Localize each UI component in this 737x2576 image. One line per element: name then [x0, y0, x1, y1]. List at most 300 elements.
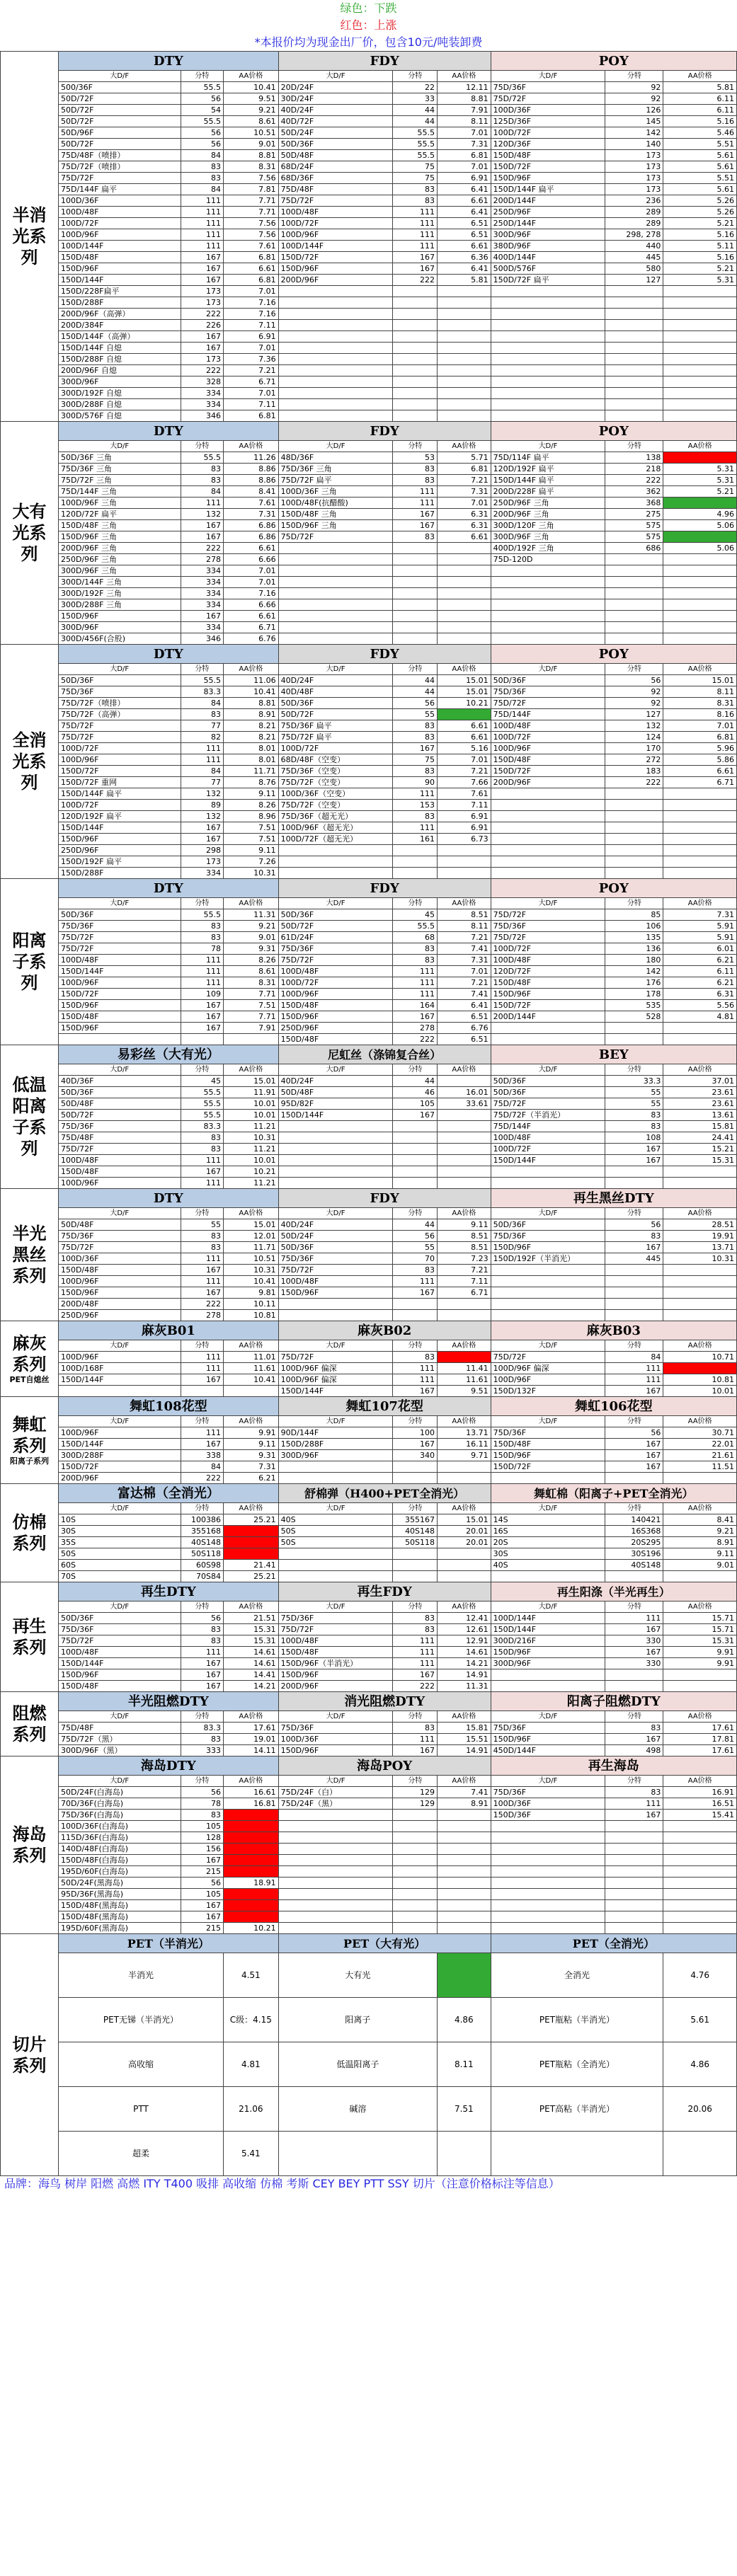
price-cell [223, 1810, 278, 1821]
grade-cell: 111 [181, 743, 223, 754]
price-cell: 7.11 [438, 1276, 491, 1287]
column-header-row [1, 1503, 737, 1514]
col-grade-header: 分特 [393, 1503, 438, 1514]
grade-cell: 111 [181, 498, 223, 509]
pet-name-cell: 高收缩 [58, 2042, 223, 2087]
grade-cell: 83 [181, 1242, 223, 1253]
spec-cell [278, 354, 393, 365]
spec-cell [491, 1878, 605, 1889]
spec-cell [278, 1889, 393, 1900]
col-price-header: AA价格 [223, 1064, 278, 1076]
grade-cell [393, 1878, 438, 1889]
grade-cell: 83 [393, 1624, 438, 1635]
spec-cell: 100D/36F [58, 195, 181, 207]
price-cell [223, 1900, 278, 1911]
group-title: 半光阻燃DTY [58, 1692, 278, 1711]
grade-cell: 50S118 [181, 1548, 223, 1560]
grade-cell: 83 [393, 766, 438, 777]
price-cell: 9.11 [223, 845, 278, 856]
pet-header-row [1, 1934, 737, 1953]
grade-cell: 111 [393, 229, 438, 241]
grade-cell: 111 [393, 966, 438, 977]
col-spec-header: 大D/F [58, 1064, 181, 1076]
spec-cell: 150D/144F 扁平 [491, 184, 605, 195]
grade-cell: 46 [393, 1087, 438, 1098]
spec-cell: 380D/96F [491, 241, 605, 252]
table-row [1, 1647, 737, 1658]
grade-cell: 289 [605, 207, 663, 218]
col-spec-header: 大D/F [58, 1602, 181, 1613]
grade-cell [393, 376, 438, 388]
price-cell [438, 376, 491, 388]
grade-cell: 83 [393, 811, 438, 822]
col-grade-header: 分特 [393, 664, 438, 675]
price-cell [663, 868, 737, 879]
spec-cell: 100D/36F（空变） [278, 788, 393, 800]
spec-cell: 300D/288F [58, 1450, 181, 1461]
spec-cell: 75D/24F（白） [278, 1787, 393, 1798]
group-title: 海岛POY [278, 1756, 491, 1776]
spec-cell: 120D/192F 扁平 [58, 811, 181, 822]
grade-cell: 334 [181, 868, 223, 879]
spec-cell: 75D/48F [58, 1723, 181, 1734]
price-cell: 10.51 [223, 127, 278, 139]
price-cell: 9.31 [223, 943, 278, 955]
table-row [1, 1178, 737, 1189]
table-row [1, 921, 737, 932]
spec-cell: 100D/96F [58, 1276, 181, 1287]
price-cell: 7.21 [438, 977, 491, 989]
category-name: 再生系列 [12, 1616, 47, 1657]
spec-cell [491, 1889, 605, 1900]
grade-cell: 83.3 [181, 686, 223, 698]
spec-cell: 150D/96F [58, 263, 181, 275]
column-header-row [1, 1602, 737, 1613]
table-row [1, 1635, 737, 1647]
spec-cell: 50D/72F [58, 139, 181, 150]
grade-cell: 111 [393, 218, 438, 229]
grade-cell: 55.5 [393, 921, 438, 932]
price-cell: 6.51 [438, 218, 491, 229]
grade-cell [393, 1299, 438, 1310]
price-cell: 9.01 [223, 932, 278, 943]
table-row [1, 1386, 737, 1397]
price-cell: 7.31 [438, 139, 491, 150]
pet-price-cell: 5.61 [663, 1998, 737, 2042]
grade-cell: 167 [181, 1374, 223, 1386]
price-cell [663, 309, 737, 320]
col-price-header: AA价格 [438, 441, 491, 452]
grade-cell: 575 [605, 520, 663, 531]
price-cell: 28.51 [663, 1219, 737, 1231]
price-cell: 10.11 [223, 1299, 278, 1310]
price-cell: 6.91 [438, 173, 491, 184]
col-grade-header: 分特 [181, 1208, 223, 1219]
spec-cell: 50D/72F [278, 921, 393, 932]
grade-cell: 105 [181, 1889, 223, 1900]
col-spec-header: 大D/F [491, 1208, 605, 1219]
price-cell: 11.31 [438, 1681, 491, 1692]
group-title: FDY [278, 645, 491, 664]
spec-cell: 150D/48F(黑海岛) [58, 1900, 181, 1911]
price-cell [438, 1855, 491, 1866]
price-cell: 16.01 [438, 1087, 491, 1098]
grade-cell: 106 [605, 921, 663, 932]
table-row [1, 675, 737, 686]
price-cell: 30.71 [663, 1427, 737, 1439]
spec-cell: 40D/24F [278, 675, 393, 686]
price-cell [663, 399, 737, 410]
spec-cell: 150D/144F [58, 966, 181, 977]
price-cell: 6.41 [438, 184, 491, 195]
spec-cell: 100D/144F [58, 241, 181, 252]
price-cell [438, 1821, 491, 1832]
price-cell: 8.51 [438, 1231, 491, 1242]
price-cell [663, 1900, 737, 1911]
spec-cell [58, 1386, 181, 1397]
pet-price-cell: 7.51 [438, 2087, 491, 2132]
grade-cell: 83 [181, 1624, 223, 1635]
table-row [1, 1363, 737, 1374]
table-row [1, 686, 737, 698]
spec-cell [491, 1473, 605, 1484]
category-label [1, 422, 59, 645]
price-cell: 8.31 [663, 698, 737, 709]
price-cell: 18.91 [223, 1878, 278, 1889]
grade-cell [605, 410, 663, 422]
section-header-row [1, 52, 737, 71]
group-title: FDY [278, 52, 491, 71]
col-spec-header: 大D/F [58, 664, 181, 675]
grade-cell: 138 [605, 452, 663, 464]
spec-cell: 75D/36F [491, 1231, 605, 1242]
grade-cell [393, 1832, 438, 1844]
price-cell [663, 1287, 737, 1299]
column-header-row [1, 1064, 737, 1076]
price-cell: 10.51 [223, 1253, 278, 1265]
grade-cell: 84 [181, 1461, 223, 1473]
price-cell: 10.41 [223, 1276, 278, 1287]
spec-cell: 150D/132F [491, 1386, 605, 1397]
pet-row [1, 2132, 737, 2176]
table-row [1, 1723, 737, 1734]
grade-cell [393, 845, 438, 856]
grade-cell: 173 [605, 161, 663, 173]
grade-cell: 580 [605, 263, 663, 275]
table-row [1, 1810, 737, 1821]
section-header-row [1, 1397, 737, 1416]
price-cell: 10.01 [223, 1155, 278, 1166]
spec-cell [491, 1681, 605, 1692]
price-cell: 15.41 [663, 1810, 737, 1821]
table-row [1, 1461, 737, 1473]
price-cell [438, 399, 491, 410]
price-cell: 8.21 [223, 732, 278, 743]
spec-cell: 75D/36F [58, 1121, 181, 1132]
spec-cell: 35S [58, 1537, 181, 1548]
price-cell: 7.01 [438, 161, 491, 173]
spec-cell: 16S [491, 1526, 605, 1537]
grade-cell: 167 [605, 1461, 663, 1473]
grade-cell: 222 [181, 1299, 223, 1310]
grade-cell [393, 1548, 438, 1560]
spec-cell [491, 1299, 605, 1310]
price-cell [663, 1310, 737, 1321]
grade-cell [605, 622, 663, 633]
price-cell: 7.01 [438, 966, 491, 977]
grade-cell [605, 588, 663, 599]
price-cell [438, 868, 491, 879]
spec-cell: 100D/48F(抗醋酸) [278, 498, 393, 509]
price-cell: 10.31 [223, 1132, 278, 1144]
col-grade-header: 分特 [181, 1064, 223, 1076]
spec-cell: 150D/72F 重网 [58, 777, 181, 788]
spec-cell [491, 1034, 605, 1045]
spec-cell: 100D/48F [491, 955, 605, 966]
spec-cell [278, 1548, 393, 1560]
spec-cell: 100D/72F [278, 218, 393, 229]
grade-cell [393, 633, 438, 645]
grade-cell: 82 [181, 732, 223, 743]
grade-cell: 167 [181, 822, 223, 834]
price-cell: 5.91 [663, 932, 737, 943]
table-row [1, 1900, 737, 1911]
spec-cell: 100D/48F [58, 1155, 181, 1166]
price-cell: 8.26 [223, 800, 278, 811]
spec-cell [278, 1461, 393, 1473]
spec-cell: 50D/24F [278, 127, 393, 139]
spec-cell: 75D/72F [278, 1265, 393, 1276]
group-title: 舞虹107花型 [278, 1397, 491, 1416]
price-cell: 33.61 [438, 1098, 491, 1110]
group-title: FDY [278, 422, 491, 441]
table-row [1, 1911, 737, 1923]
grade-cell: 83 [393, 732, 438, 743]
grade-cell: 111 [393, 1276, 438, 1287]
spec-cell: 300D/576F 自熄 [58, 410, 181, 422]
col-spec-header: 大D/F [491, 664, 605, 675]
spec-cell: 100D/72F [58, 800, 181, 811]
table-row [1, 599, 737, 611]
spec-cell [491, 565, 605, 577]
grade-cell: 111 [181, 207, 223, 218]
price-cell: 6.36 [438, 252, 491, 263]
grade-cell: 334 [181, 399, 223, 410]
spec-cell [278, 1571, 393, 1582]
col-spec-header: 大D/F [278, 898, 393, 909]
price-cell [438, 1461, 491, 1473]
price-cell: 5.31 [663, 464, 737, 475]
spec-cell: 150D/96F [491, 1734, 605, 1745]
section-header-row [1, 1756, 737, 1776]
grade-cell [393, 286, 438, 297]
grade-cell [393, 1132, 438, 1144]
spec-cell: 75D/72F [278, 195, 393, 207]
price-cell: 10.01 [223, 1110, 278, 1121]
grade-cell: 167 [605, 1439, 663, 1450]
price-cell [438, 633, 491, 645]
spec-cell: 150D/36F [491, 1810, 605, 1821]
grade-cell [605, 1669, 663, 1681]
price-cell: 15.81 [663, 1121, 737, 1132]
price-cell: 8.81 [438, 93, 491, 105]
price-cell: 13.71 [663, 1242, 737, 1253]
price-cell: 8.81 [223, 698, 278, 709]
price-cell [438, 1832, 491, 1844]
price-cell: 9.51 [223, 93, 278, 105]
grade-cell: 298 [181, 845, 223, 856]
spec-cell: 40D/24F [278, 1219, 393, 1231]
price-cell: 9.11 [438, 1219, 491, 1231]
price-cell: 24.41 [663, 1132, 737, 1144]
spec-cell: 40S [491, 1560, 605, 1571]
grade-cell [393, 1810, 438, 1821]
table-row [1, 611, 737, 622]
grade-cell: 173 [605, 150, 663, 161]
section-header-row [1, 1484, 737, 1503]
table-row [1, 1098, 737, 1110]
spec-cell [278, 297, 393, 309]
price-cell: 5.86 [663, 754, 737, 766]
grade-cell: 167 [393, 1287, 438, 1299]
grade-cell [393, 1461, 438, 1473]
grade-cell: 83 [605, 1231, 663, 1242]
pet-price-cell: 20.06 [663, 2087, 737, 2132]
price-cell: 5.16 [663, 252, 737, 263]
table-row [1, 1144, 737, 1155]
spec-cell: 75D/72F [58, 932, 181, 943]
table-row [1, 845, 737, 856]
price-cell: 7.51 [223, 822, 278, 834]
col-price-header: AA价格 [438, 1602, 491, 1613]
category-name: 半消光系列 [12, 205, 47, 268]
price-cell: 10.31 [223, 1265, 278, 1276]
category-label [1, 1934, 59, 2176]
spec-cell: 150D/144F 扁平 [58, 788, 181, 800]
table-row [1, 1889, 737, 1900]
grade-cell: 575 [605, 531, 663, 543]
price-cell: 5.06 [663, 543, 737, 554]
price-cell: 6.81 [223, 275, 278, 286]
spec-cell: 50D/72F [58, 1110, 181, 1121]
spec-cell: 150D/48F [58, 1166, 181, 1178]
grade-cell: 83 [181, 1132, 223, 1144]
price-cell [438, 565, 491, 577]
col-price-header: AA价格 [223, 1340, 278, 1352]
price-cell [663, 1166, 737, 1178]
spec-cell: 10S [58, 1514, 181, 1526]
column-header-row [1, 71, 737, 82]
spec-cell: 75D/36F [491, 686, 605, 698]
col-spec-header: 大D/F [278, 1064, 393, 1076]
grade-cell: 164 [393, 1000, 438, 1011]
price-cell: 7.36 [223, 354, 278, 365]
spec-cell [491, 1265, 605, 1276]
spec-cell [491, 286, 605, 297]
price-cell: 17.61 [663, 1745, 737, 1756]
grade-cell: 83 [605, 1787, 663, 1798]
grade-cell: 56 [181, 1613, 223, 1624]
spec-cell: 75D/36F [491, 1427, 605, 1439]
price-cell [223, 1866, 278, 1878]
category-label [1, 1484, 59, 1582]
col-grade-header: 分特 [181, 1503, 223, 1514]
col-grade-header: 分特 [181, 1776, 223, 1787]
grade-cell: 334 [181, 588, 223, 599]
grade-cell: 83 [393, 1723, 438, 1734]
price-cell: 15.01 [438, 686, 491, 698]
table-row [1, 1669, 737, 1681]
price-cell: 23.61 [663, 1098, 737, 1110]
price-cell: 6.71 [223, 622, 278, 633]
grade-cell: 132 [181, 509, 223, 520]
spec-cell: 75D/72F [491, 93, 605, 105]
spec-cell: 300D/96F [491, 229, 605, 241]
price-cell: 4.81 [663, 1011, 737, 1023]
col-price-header: AA价格 [223, 1711, 278, 1723]
grade-cell: 111 [393, 486, 438, 498]
group-title: 麻灰B03 [491, 1321, 736, 1340]
price-cell: 7.61 [223, 498, 278, 509]
price-cell: 5.16 [438, 743, 491, 754]
price-cell [223, 1821, 278, 1832]
price-cell: 8.61 [223, 966, 278, 977]
pet-row [1, 1998, 737, 2042]
spec-cell: 200D/96F 自熄 [58, 365, 181, 376]
grade-cell: 167 [181, 1439, 223, 1450]
pet-name-cell [278, 2132, 437, 2176]
spec-cell [491, 633, 605, 645]
table-row [1, 622, 737, 633]
table-row [1, 1624, 737, 1635]
grade-cell: 84 [181, 698, 223, 709]
grade-cell [605, 1571, 663, 1582]
price-cell: 15.01 [223, 1076, 278, 1087]
spec-cell: 120D/72F [491, 966, 605, 977]
grade-cell: 54 [181, 105, 223, 116]
grade-cell [393, 588, 438, 599]
grade-cell: 83 [393, 464, 438, 475]
price-cell [663, 531, 737, 543]
spec-cell: 250D/96F [58, 845, 181, 856]
column-header-row [1, 1340, 737, 1352]
grade-cell: 111 [181, 966, 223, 977]
spec-cell: 75D/36F [58, 1624, 181, 1635]
price-cell: 7.31 [223, 509, 278, 520]
spec-cell: 75D/36F [58, 921, 181, 932]
price-cell: 7.61 [223, 241, 278, 252]
grade-cell: 111 [393, 1374, 438, 1386]
spec-cell: 100D/96F 三角 [58, 498, 181, 509]
spec-cell: 30D/24F [278, 93, 393, 105]
spec-cell: 100D/96F [58, 229, 181, 241]
spec-cell: 150D/48F [491, 754, 605, 766]
group-title: 再生阳涤（半光再生） [491, 1582, 736, 1602]
grade-cell [393, 1178, 438, 1189]
grade-cell: 56 [605, 675, 663, 686]
grade-cell: 55.5 [181, 1098, 223, 1110]
spec-cell: 300D/120F 三角 [491, 520, 605, 531]
col-grade-header: 分特 [181, 441, 223, 452]
group-title: 麻灰B01 [58, 1321, 278, 1340]
grade-cell [605, 1178, 663, 1189]
table-row [1, 475, 737, 486]
grade-cell: 83 [605, 1110, 663, 1121]
grade-cell: 170 [605, 743, 663, 754]
spec-cell: 75D/36F [491, 1787, 605, 1798]
table-row [1, 1473, 737, 1484]
price-cell [663, 1821, 737, 1832]
